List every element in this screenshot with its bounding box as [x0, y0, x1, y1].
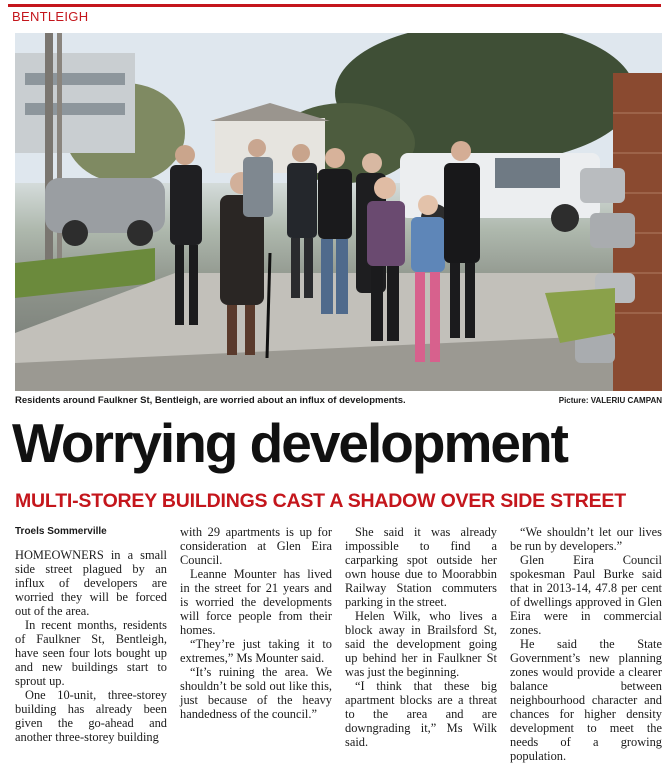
paragraph: Glen Eira Council spokesman Paul Burke said that in 2013-14, 47.8 per cent of dwellings approved in Glen Eira were in commercial zones. [510, 553, 662, 637]
paragraph: “We shouldn’t let our lives be run by developers.” [510, 525, 662, 553]
paragraph: “I think that these big apartment blocks are a threat to the area and are downgrading it,” Ms Wilk said. [345, 679, 497, 749]
paragraph: Helen Wilk, who lives a block away in Brailsford St, said the development going up behind her in Faulkner St was just the beginning. [345, 609, 497, 679]
headline: Worrying development [12, 412, 567, 474]
photo-caption-row [15, 395, 662, 409]
paragraph: He said the State Government’s new planning zones would provide a clearer balance between neighbourhood character and chances for higher density development to meet the needs of a growing population. [510, 637, 662, 763]
top-rule [8, 4, 661, 7]
subheadline: MULTI-STOREY BUILDINGS CAST A SHADOW OVER SIDE STREET [15, 490, 626, 512]
byline: Troels Sommerville [15, 526, 107, 537]
paragraph: “They’re just taking it to extremes,” Ms Mounter said. [180, 637, 332, 665]
article-column-4 [510, 525, 662, 763]
photo-credit: Picture: VALERIU CAMPAN [558, 396, 662, 405]
article-column-2 [180, 525, 332, 721]
paragraph: HOMEOWNERS in a small side street plagued by an influx of developers are worried they will be forced out of the area. [15, 548, 167, 618]
paragraph: She said it was already impossible to find a carparking spot outside her own house due to Moorabbin Railway Station commuters parking in the street. [345, 525, 497, 609]
residents-street-photo [15, 33, 662, 391]
paragraph: One 10-unit, three-storey building has already been given the go-ahead and another three-storey building [15, 688, 167, 744]
article-column-1 [15, 525, 167, 744]
paragraph: In recent months, residents of Faulkner St, Bentleigh, have seen four lots bought up and new buildings start to sprout up. [15, 618, 167, 688]
section-label: BENTLEIGH [12, 9, 89, 24]
paragraph: with 29 apartments is up for consideration at Glen Eira Council. [180, 525, 332, 567]
news-photo [15, 33, 662, 391]
article-column-3 [345, 525, 497, 749]
paragraph: “It’s ruining the area. We shouldn’t be sold out like this, just because of the heavy handedness of the council.” [180, 665, 332, 721]
paragraph: Leanne Mounter has lived in the street for 21 years and is worried the developments will force people from their homes. [180, 567, 332, 637]
photo-caption: Residents around Faulkner St, Bentleigh, are worried about an influx of developments. [15, 395, 406, 406]
